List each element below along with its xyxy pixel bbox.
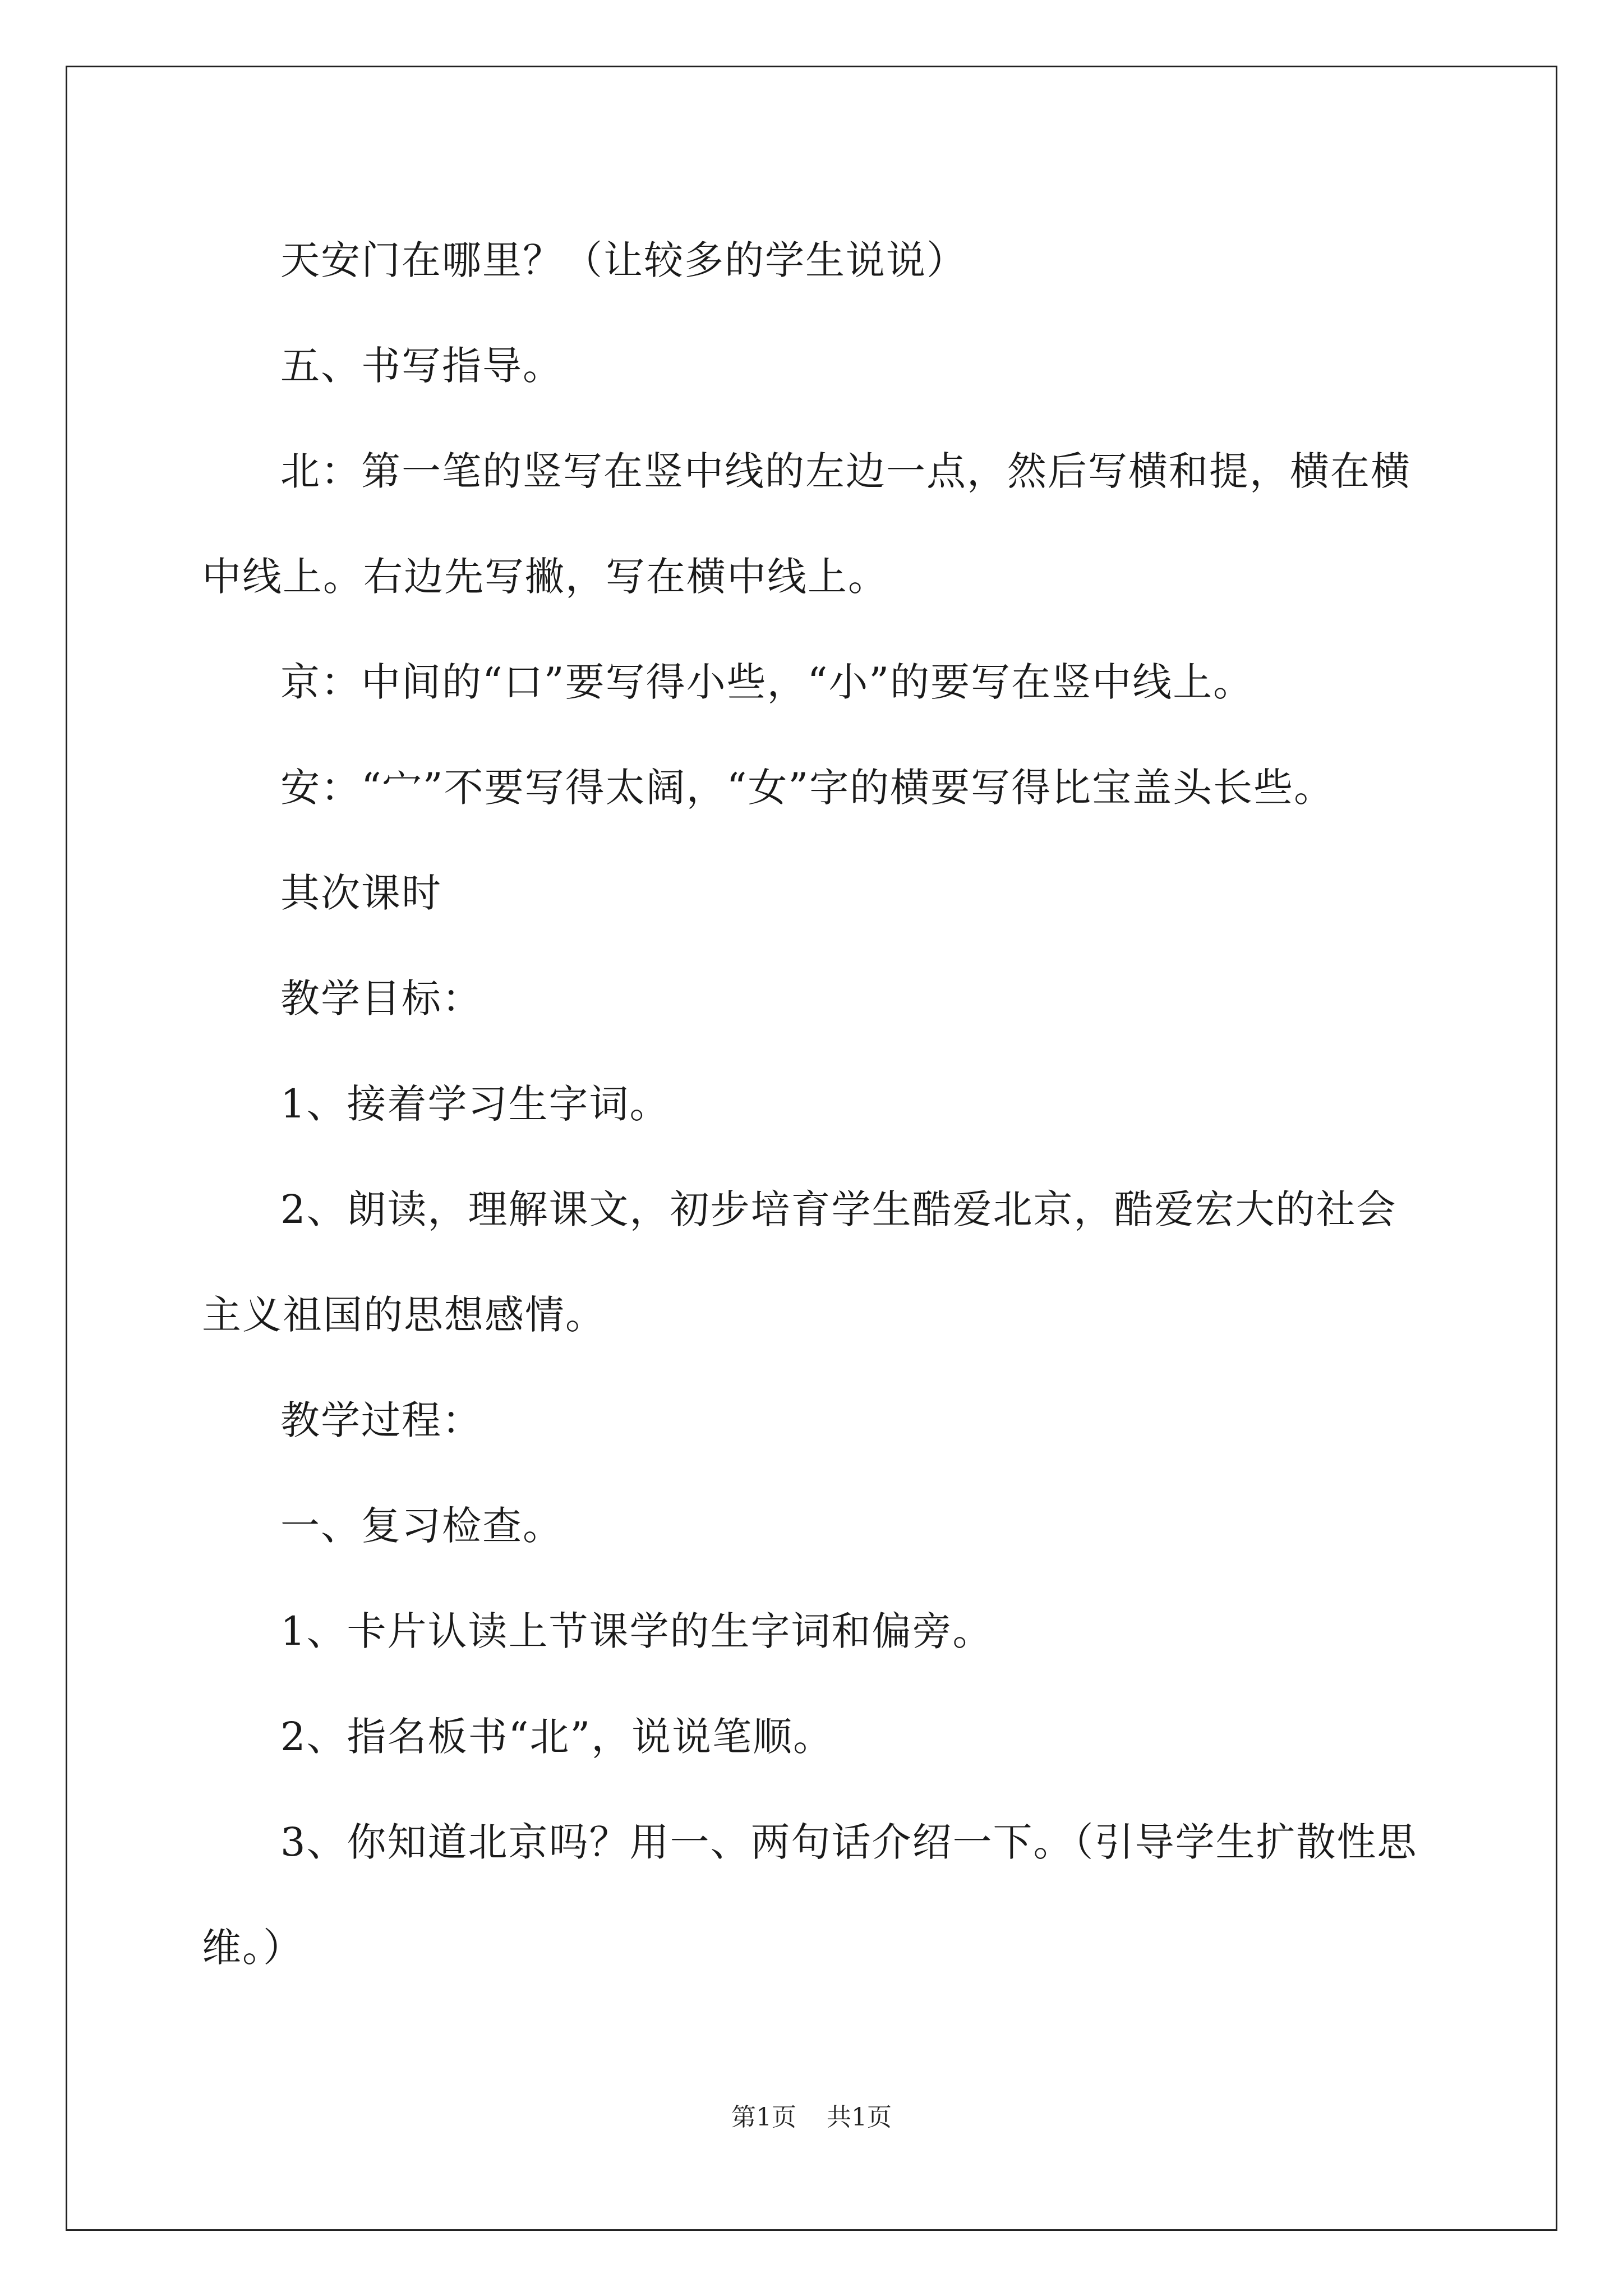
paragraph: 2、指名板书“北”，说说笔顺。 bbox=[280, 1714, 834, 1760]
paragraph: 天安门在哪里？（让较多的学生说说） bbox=[280, 237, 967, 283]
paragraph: 教学过程： bbox=[280, 1397, 482, 1443]
page-number-total: 共1页 bbox=[827, 2103, 892, 2132]
paragraph: 北：第一笔的竖写在竖中线的左边一点，然后写横和提，横在横中线上。右边先写撇，写在横中线上。 bbox=[202, 448, 1411, 600]
paragraph: 安：“宀”不要写得太阔，“女”字的横要写得比宝盖头长些。 bbox=[280, 765, 1335, 811]
paragraph: 京：中间的“口”要写得小些，“小”的要写在竖中线上。 bbox=[280, 659, 1254, 705]
page-footer bbox=[0, 2097, 1623, 2133]
paragraph: 教学目标： bbox=[280, 976, 482, 1022]
paragraph: 一、复习检查。 bbox=[280, 1503, 563, 1549]
paragraph: 3、你知道北京吗？用一、两句话介绍一下。（引导学生扩散性思维。） bbox=[202, 1819, 1418, 1971]
paragraph: 五、书写指导。 bbox=[280, 343, 563, 389]
paragraph: 1、接着学习生字词。 bbox=[280, 1081, 670, 1127]
document-body bbox=[202, 208, 1419, 2000]
paragraph: 1、卡片认读上节课学的生字词和偏旁。 bbox=[280, 1608, 993, 1654]
paragraph: 其次课时 bbox=[280, 870, 442, 916]
page-number-current: 第1页 bbox=[731, 2103, 796, 2132]
paragraph: 2、朗读，理解课文，初步培育学生酷爱北京，酷爱宏大的社会主义祖国的思想感情。 bbox=[202, 1186, 1397, 1338]
